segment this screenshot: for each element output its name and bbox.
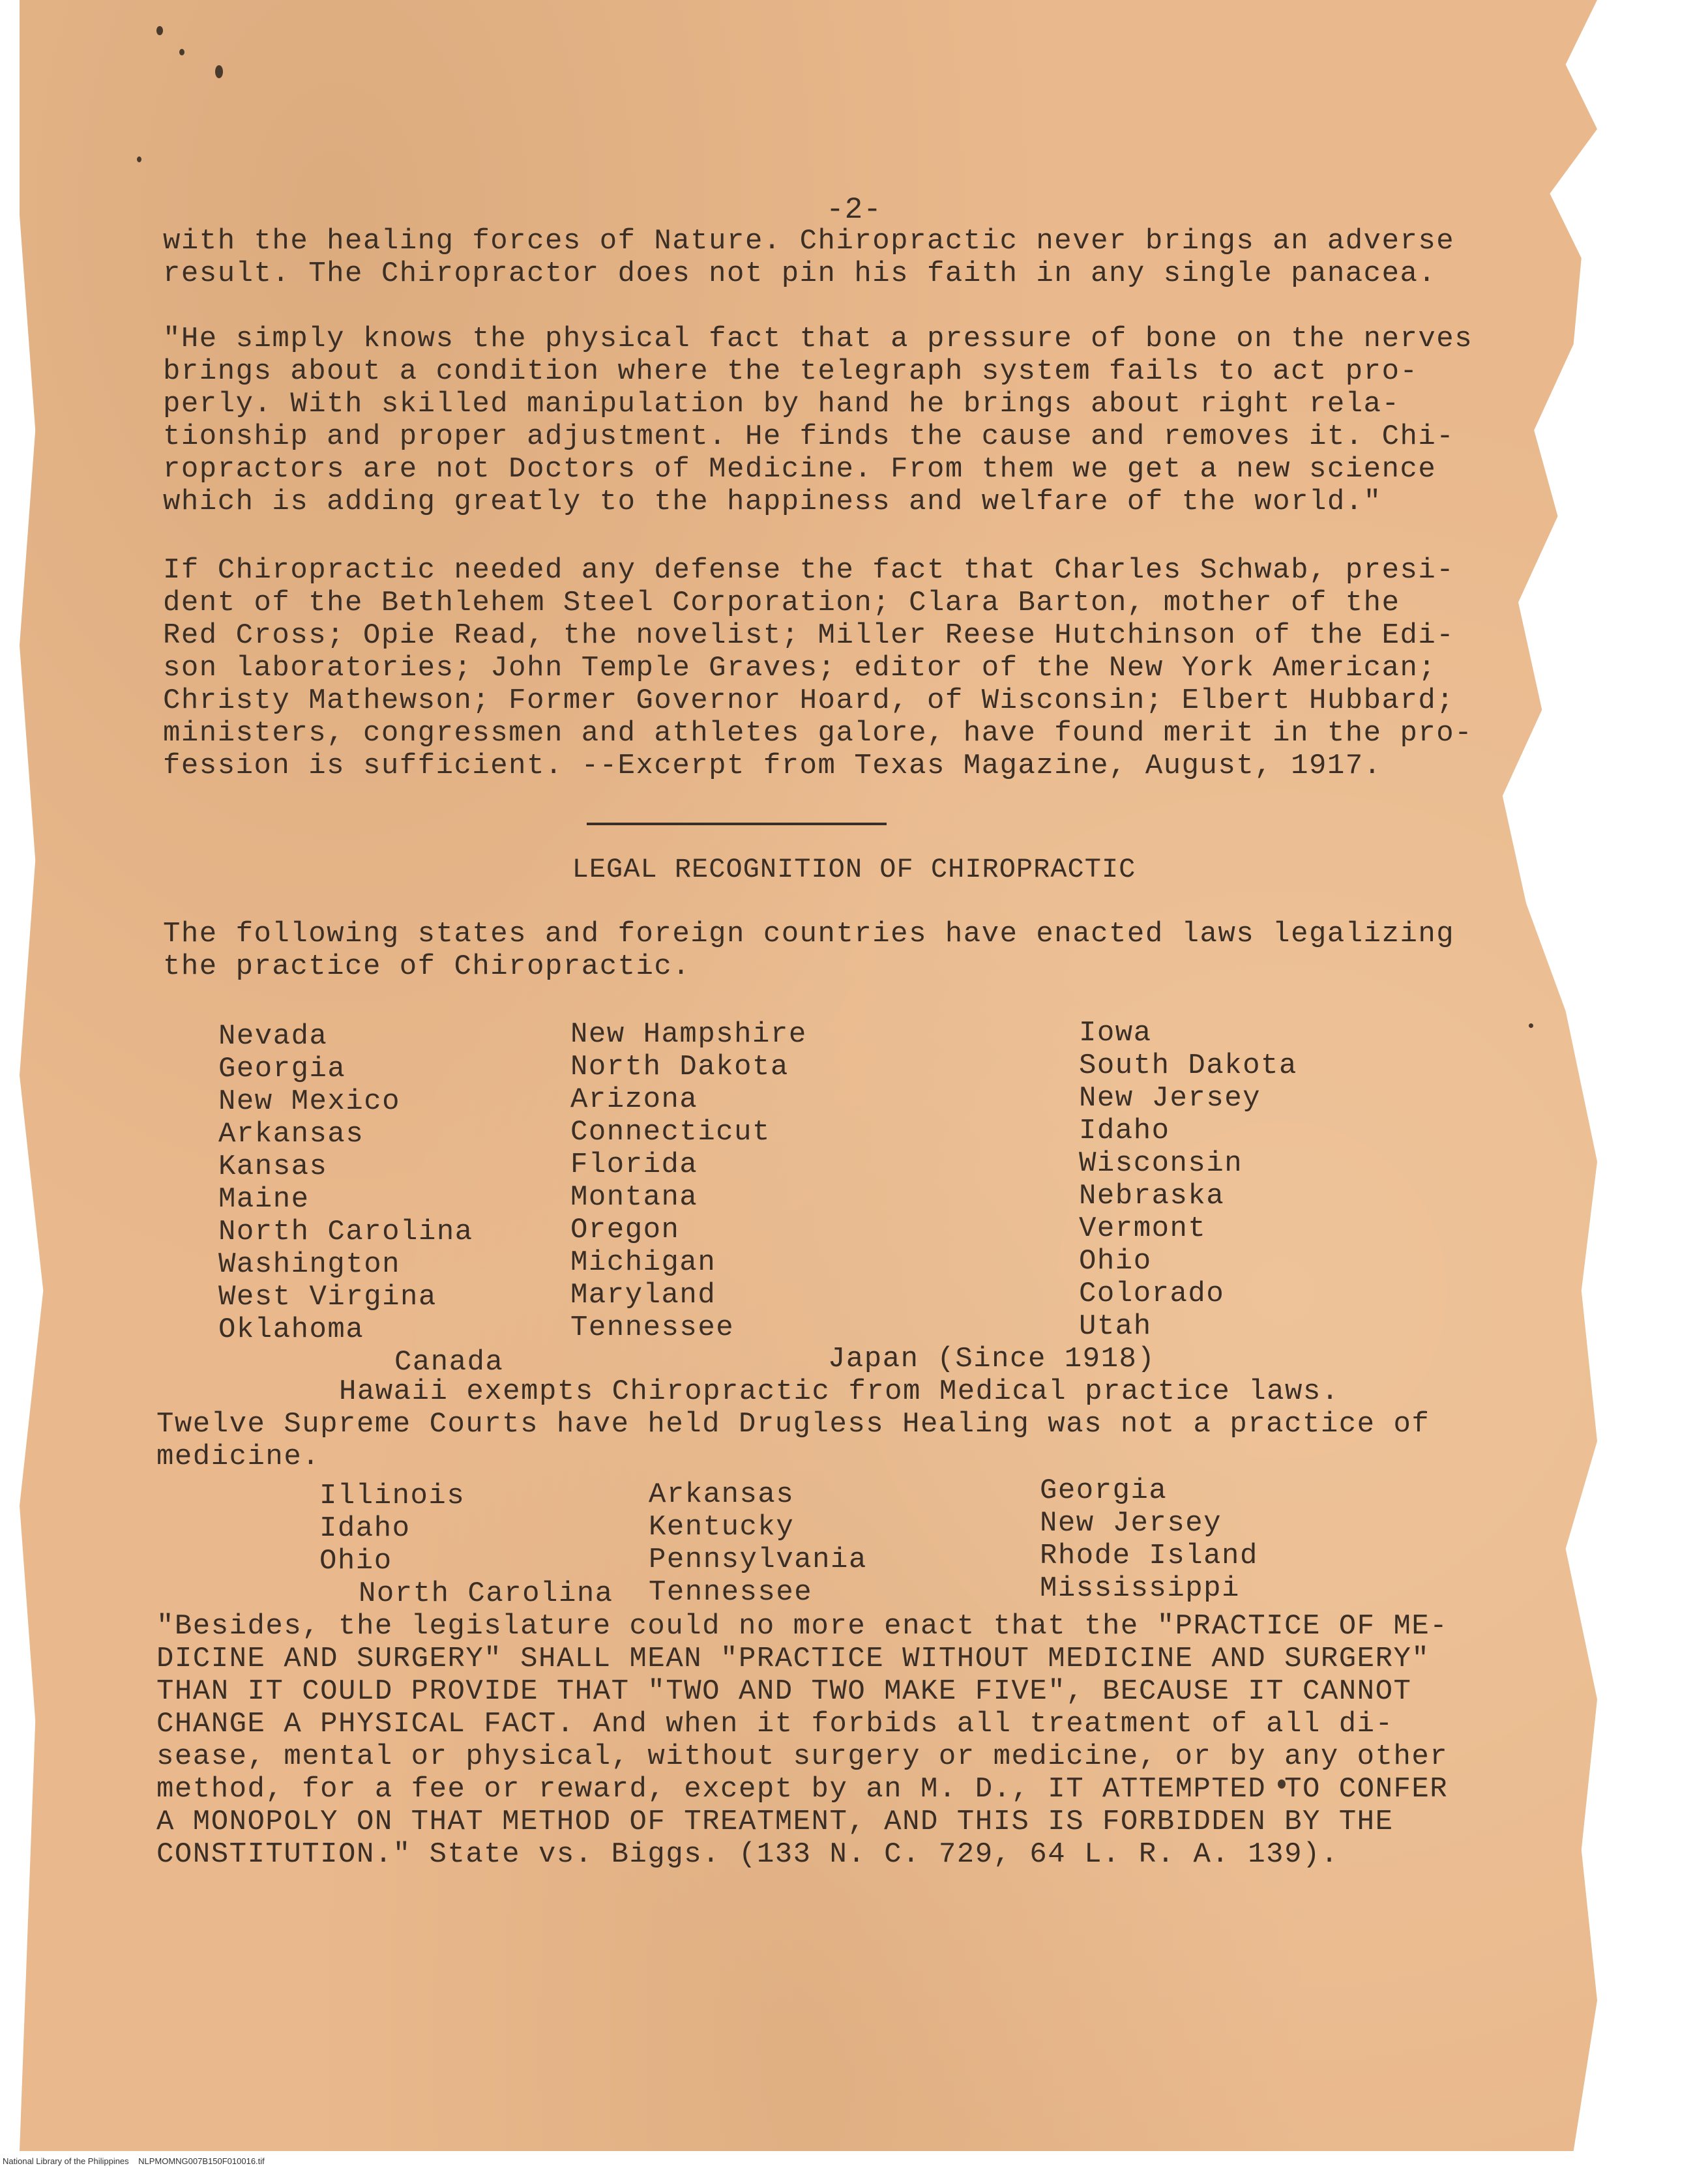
courts-intro: Twelve Supreme Courts have held Drugless Healing was not a practice of medicine.: [156, 1408, 1430, 1473]
states-column-2: New Hampshire North Dakota Arizona Connecticut Florida Montana Oregon Michigan Maryland Tennessee: [570, 1018, 807, 1344]
courts-column-1: Illinois Idaho Ohio North Carolina: [319, 1480, 613, 1610]
court-quotation: "Besides, the legislature could no more enact that the "PRACTICE OF ME- DICINE AND SURGERY" SHALL MEAN "PRACTICE WITHOUT MEDICINE AND SURGERY" THAN IT COULD PROVIDE THAT "TWO AND TWO MAKE FIVE", BECAUSE IT CANNOT CHANGE A PHYSICAL FACT. And when it forbids all treatment of all di- sease, mental or physical, without surgery or medicine, or by any other method, for a fee or reward, except by an M. D., IT ATTEMPTED TO CONFER A MONOPOLY ON THAT METHOD OF TREATMENT, AND THIS IS FORBIDDEN BY THE CONSTITUTION." State vs. Biggs. (133 N. C. 729, 64 L. R. A. 139).: [156, 1610, 1449, 1871]
paragraph-2: "He simply knows the physical fact that a pressure of bone on the nerves brings about a condition where the telegraph system fails to act pro- perly. With skilled manipulation by hand he brings about right rela- tionship and proper adjustment. He finds the cause and removes it. Chi- ropractors are not Doctors of Medicine. From them we get a new science which is adding greatly to the happiness and welfare of the world.": [163, 323, 1473, 518]
states-column-1: Nevada Georgia New Mexico Arkansas Kansas Maine North Carolina Washington West Virgina Oklahoma: [218, 1020, 473, 1346]
states-column-3: Iowa South Dakota New Jersey Idaho Wisconsin Nebraska Vermont Ohio Colorado Utah: [1079, 1017, 1297, 1343]
ink-spot: [179, 49, 184, 55]
courts-column-3: Georgia New Jersey Rhode Island Mississippi: [1040, 1474, 1258, 1605]
ink-spot: [1529, 1023, 1533, 1028]
ink-spot: [156, 26, 163, 35]
ink-spot: [215, 65, 223, 78]
foreign-canada: Canada: [394, 1346, 504, 1379]
ink-spot: [137, 156, 141, 162]
intro-paragraph: The following states and foreign countries have enacted laws legalizing the practice of Chiropractic.: [163, 918, 1455, 983]
hawaii-line: Hawaii exempts Chiropractic from Medical practice laws.: [339, 1375, 1340, 1408]
paragraph-1: with the healing forces of Nature. Chiropractic never brings an adverse result. The Chiropractor does not pin his faith in any single panacea.: [163, 225, 1455, 290]
paragraph-3: If Chiropractic needed any defense the fact that Charles Schwab, presi- dent of the Bethlehem Steel Corporation; Clara Barton, mother of the Red Cross; Opie Read, the novelist; Miller Reese Hutchinson of the Edi- son laboratories; John Temple Graves; editor of the New York American; Christy Mathewson; Former Governor Hoard, of Wisconsin; Elbert Hubbard; ministers, congressmen and athletes galore, have found merit in the pro- fession is sufficient. --Excerpt from Texas Magazine, August, 1917.: [163, 554, 1473, 782]
foreign-japan: Japan (Since 1918): [828, 1343, 1156, 1375]
archive-footer: National Library of the Philippines NLPMOMNG007B150F010016.tif: [3, 2156, 265, 2166]
page-number: -2-: [826, 193, 882, 227]
section-divider: [587, 823, 887, 825]
section-heading: LEGAL RECOGNITION OF CHIROPRACTIC: [572, 854, 1136, 885]
courts-column-2: Arkansas Kentucky Pennsylvania Tennessee: [649, 1478, 867, 1609]
